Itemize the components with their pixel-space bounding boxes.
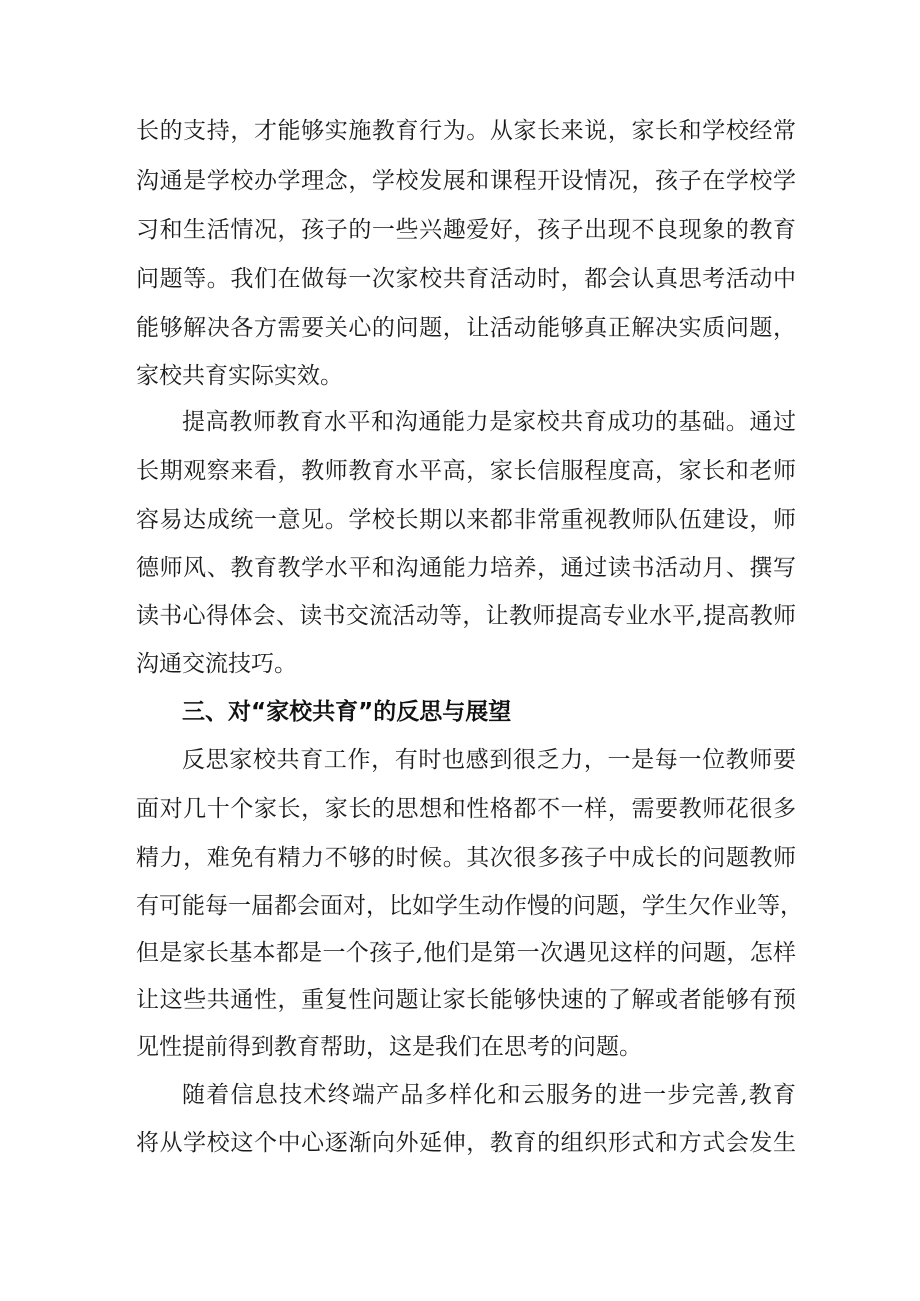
text-line: 精力，难免有精力不够的时候。其次很多孩子中成长的问题教师 — [136, 845, 796, 871]
text-line: 提高教师教育水平和沟通能力是家校共育成功的基础。通过 — [182, 409, 796, 435]
text-line: 问题等。我们在做每一次家校共育活动时，都会认真思考活动中 — [136, 266, 796, 292]
text-line: 但是家长基本都是一个孩子,他们是第一次遇见这样的问题，怎样 — [136, 940, 796, 966]
text-line: 反思家校共育工作，有时也感到很乏力，一是每一位教师要 — [182, 747, 796, 773]
text-line: 读书心得体会、读书交流活动等，让教师提高专业水平,提高教师 — [136, 603, 796, 629]
text-line: 将从学校这个中心逐渐向外延伸，教育的组织形式和方式会发生 — [136, 1130, 796, 1156]
text-line: 有可能每一届都会面对，比如学生动作慢的问题，学生欠作业等， — [136, 893, 803, 919]
text-line: 长期观察来看，教师教育水平高，家长信服程度高，家长和老师 — [136, 458, 796, 484]
text-line: 沟通交流技巧。 — [136, 651, 297, 677]
text-line: 能够解决各方需要关心的问题，让活动能够真正解决实质问题， — [136, 315, 796, 341]
text-line: 习和生活情况，孩子的一些兴趣爱好，孩子出现不良现象的教育 — [136, 217, 796, 243]
text-line: 面对几十个家长，家长的思想和性格都不一样，需要教师花很多 — [136, 796, 796, 822]
text-line: 让这些共通性，重复性问题让家长能够快速的了解或者能够有预 — [136, 987, 796, 1013]
text-line: 德师风、教育教学水平和沟通能力培养，通过读书活动月、撰写 — [136, 555, 796, 581]
text-line: 沟通是学校办学理念，学校发展和课程开设情况，孩子在学校学 — [136, 168, 796, 194]
text-line: 家校共育实际实效。 — [136, 363, 343, 389]
text-line: 长的支持，才能够实施教育行为。从家长来说，家长和学校经常 — [136, 118, 796, 144]
text-line: 容易达成统一意见。学校长期以来都非常重视教师队伍建设，师 — [136, 507, 796, 533]
section-heading: 三、对“家校共育”的反思与展望 — [182, 699, 512, 725]
text-line: 见性提前得到教育帮助，这是我们在思考的问题。 — [136, 1034, 642, 1060]
text-line: 随着信息技术终端产品多样化和云服务的进一步完善,教育 — [182, 1082, 796, 1108]
